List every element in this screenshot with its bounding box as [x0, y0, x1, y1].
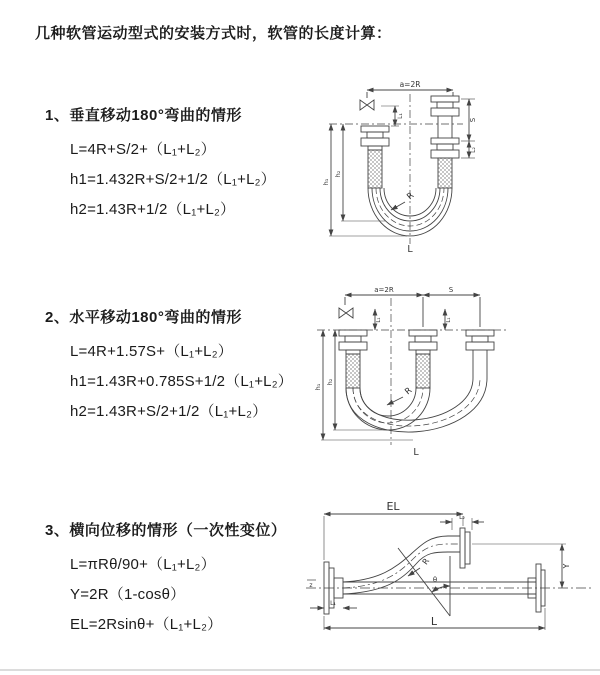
radius-leader	[391, 202, 405, 210]
theta-label: θ	[432, 576, 438, 584]
section-1	[45, 104, 276, 225]
diagram-vertical-bend-svg	[315, 76, 595, 261]
dim-h2-label: h₂	[334, 170, 342, 178]
radius-label: R	[405, 190, 417, 203]
dim-h1-label: h₁	[314, 383, 322, 391]
diagram-lateral-svg	[300, 500, 600, 645]
right-pipe-flange	[466, 330, 494, 378]
formula-line: L=πRθ/90+（L₁+L₂）	[70, 556, 216, 573]
section-3-heading: 3、横向位移的情形（一次性变位）	[45, 522, 287, 539]
radius-leader	[387, 397, 403, 405]
section-3	[45, 519, 286, 640]
dim-span-label: a=2R	[374, 286, 394, 294]
section-2-heading: 2、水平移动180°弯曲的情形	[45, 309, 242, 326]
dim-h1-label: h₁	[322, 178, 330, 186]
section-2	[45, 306, 293, 427]
formula-line: h1=1.432R+S/2+1/2（L₁+L₂）	[70, 171, 276, 188]
length-label: L	[407, 244, 413, 255]
dim-l1-label: L₁	[330, 600, 336, 607]
middle-pipe-flange	[409, 330, 437, 388]
formula-line: h2=1.43R+1/2（L₁+L₂）	[70, 201, 236, 218]
diagram-lateral-displacement	[300, 500, 600, 650]
centerline-mark: z	[309, 582, 313, 589]
length-label: L	[413, 447, 419, 458]
dimension-el	[324, 514, 463, 560]
formula-line: L=4R+1.57S+（L₁+L₂）	[70, 343, 233, 360]
formula-line: Y=2R（1-cosθ）	[70, 586, 186, 603]
dim-s-label: S	[469, 117, 477, 123]
section-1-heading: 1、垂直移动180°弯曲的情形	[45, 107, 242, 124]
dim-s-label: S	[448, 286, 454, 294]
s-curve-hose	[343, 536, 460, 594]
section-2-formulas	[45, 337, 293, 427]
formula-line: EL=2Rsinθ+（L₁+L₂）	[70, 616, 223, 633]
section-3-formulas	[45, 550, 286, 640]
dim-l1-label: L₁	[397, 113, 404, 119]
upper-flange	[460, 528, 470, 568]
formula-line: h2=1.43R+S/2+1/2（L₁+L₂）	[70, 403, 268, 420]
formula-line: L=4R+S/2+（L₁+L₂）	[70, 141, 216, 158]
dim-l1a-label: L₁	[376, 317, 382, 323]
radius-label: R	[403, 385, 415, 398]
valve-icon	[339, 308, 353, 318]
diagram-horizontal-bend-svg	[313, 283, 593, 461]
dim-y-label: Y	[562, 563, 571, 569]
page-bottom-edge	[0, 669, 600, 671]
dim-l-label: L	[430, 615, 438, 628]
formula-line: h1=1.43R+0.785S+1/2（L₁+L₂）	[70, 373, 293, 390]
dimension-span	[345, 295, 480, 327]
diagram-vertical-bend	[315, 76, 595, 266]
left-pipe-flange	[361, 126, 389, 188]
dim-l1b-label: L₁	[446, 317, 452, 323]
dim-h2-label: h₂	[326, 378, 334, 386]
left-pipe-flange	[339, 330, 367, 388]
dimension-y	[472, 544, 566, 588]
section-1-formulas	[45, 135, 276, 225]
dim-el-label: EL	[386, 500, 400, 513]
valve-icon	[360, 100, 374, 110]
right-pipe-flanges	[431, 96, 459, 188]
diagram-horizontal-bend	[313, 283, 593, 466]
dim-span-label: a=2R	[399, 80, 421, 89]
document-title: 几种软管运动型式的安装方式时，软管的长度计算：	[35, 25, 392, 42]
dim-l2-label: L₂	[470, 147, 477, 153]
radius-label: R	[420, 556, 432, 567]
dim-l2-label: L₂	[459, 514, 465, 521]
